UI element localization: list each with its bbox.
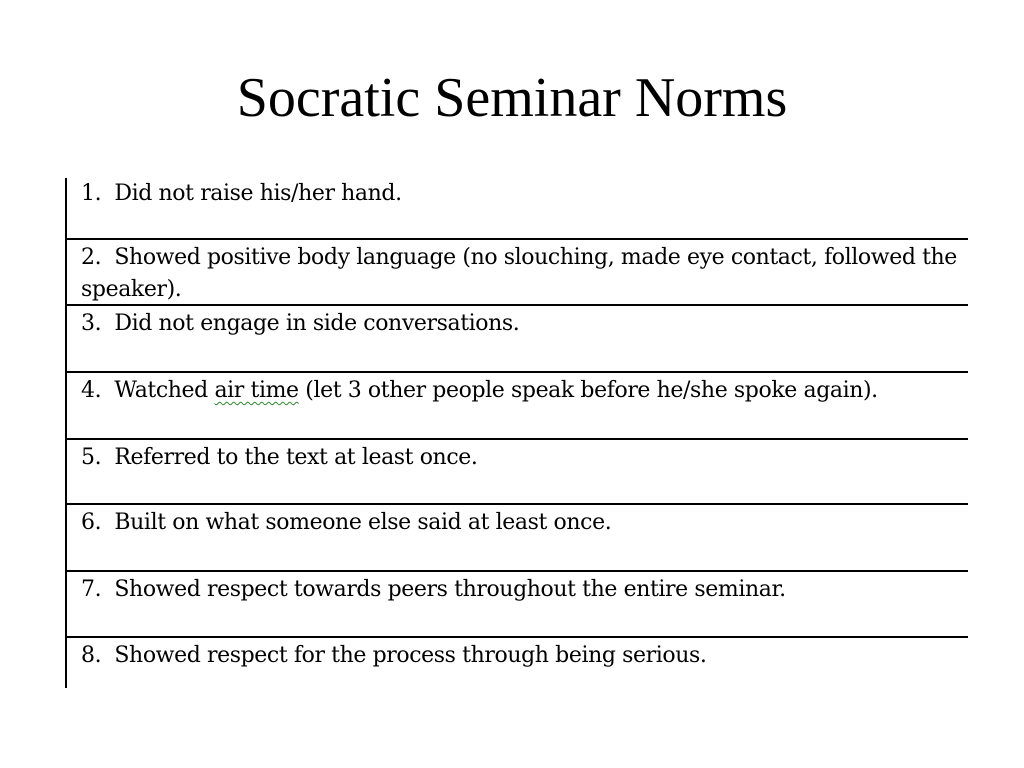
- norm-row-3: [67, 308, 968, 340]
- spellcheck-flagged-text: air time: [214, 378, 299, 403]
- norm-text-before: Watched: [114, 378, 215, 403]
- norm-number: 6.: [81, 510, 102, 535]
- norm-row-1: [67, 178, 968, 210]
- norm-number: 5.: [81, 445, 102, 470]
- norm-number: 1.: [81, 181, 102, 206]
- row-divider: [67, 238, 968, 240]
- slide-title: Socratic Seminar Norms: [236, 67, 788, 129]
- norm-row-7: [67, 574, 968, 606]
- norm-number: 7.: [81, 577, 102, 602]
- norm-number: 2.: [81, 245, 102, 270]
- norm-row-4: [67, 375, 968, 407]
- row-divider: [67, 371, 968, 373]
- norm-text-after: (let 3 other people speak before he/she spoke again).: [298, 378, 878, 403]
- row-divider: [67, 304, 968, 306]
- row-divider: [67, 503, 968, 505]
- norm-row-6: [67, 507, 968, 539]
- norm-text: Did not engage in side conversations.: [114, 311, 520, 336]
- row-divider: [67, 438, 968, 440]
- norm-text: Showed respect towards peers throughout the entire seminar.: [114, 577, 786, 602]
- norm-row-5: [67, 442, 968, 474]
- norm-text: Referred to the text at least once.: [114, 445, 478, 470]
- norms-table: [65, 178, 968, 688]
- norm-text: Showed positive body language (no slouching, made eye contact, followed the speaker).: [81, 245, 957, 302]
- norm-number: 3.: [81, 311, 102, 336]
- norm-row-8: [67, 640, 968, 672]
- row-divider: [67, 636, 968, 638]
- norm-text: Showed respect for the process through being serious.: [114, 643, 707, 668]
- norm-text: Did not raise his/her hand.: [114, 181, 402, 206]
- norm-text: Built on what someone else said at least once.: [114, 510, 612, 535]
- norm-number: 4.: [81, 378, 102, 403]
- row-divider: [67, 570, 968, 572]
- norm-number: 8.: [81, 643, 102, 668]
- norm-row-2: [67, 242, 968, 306]
